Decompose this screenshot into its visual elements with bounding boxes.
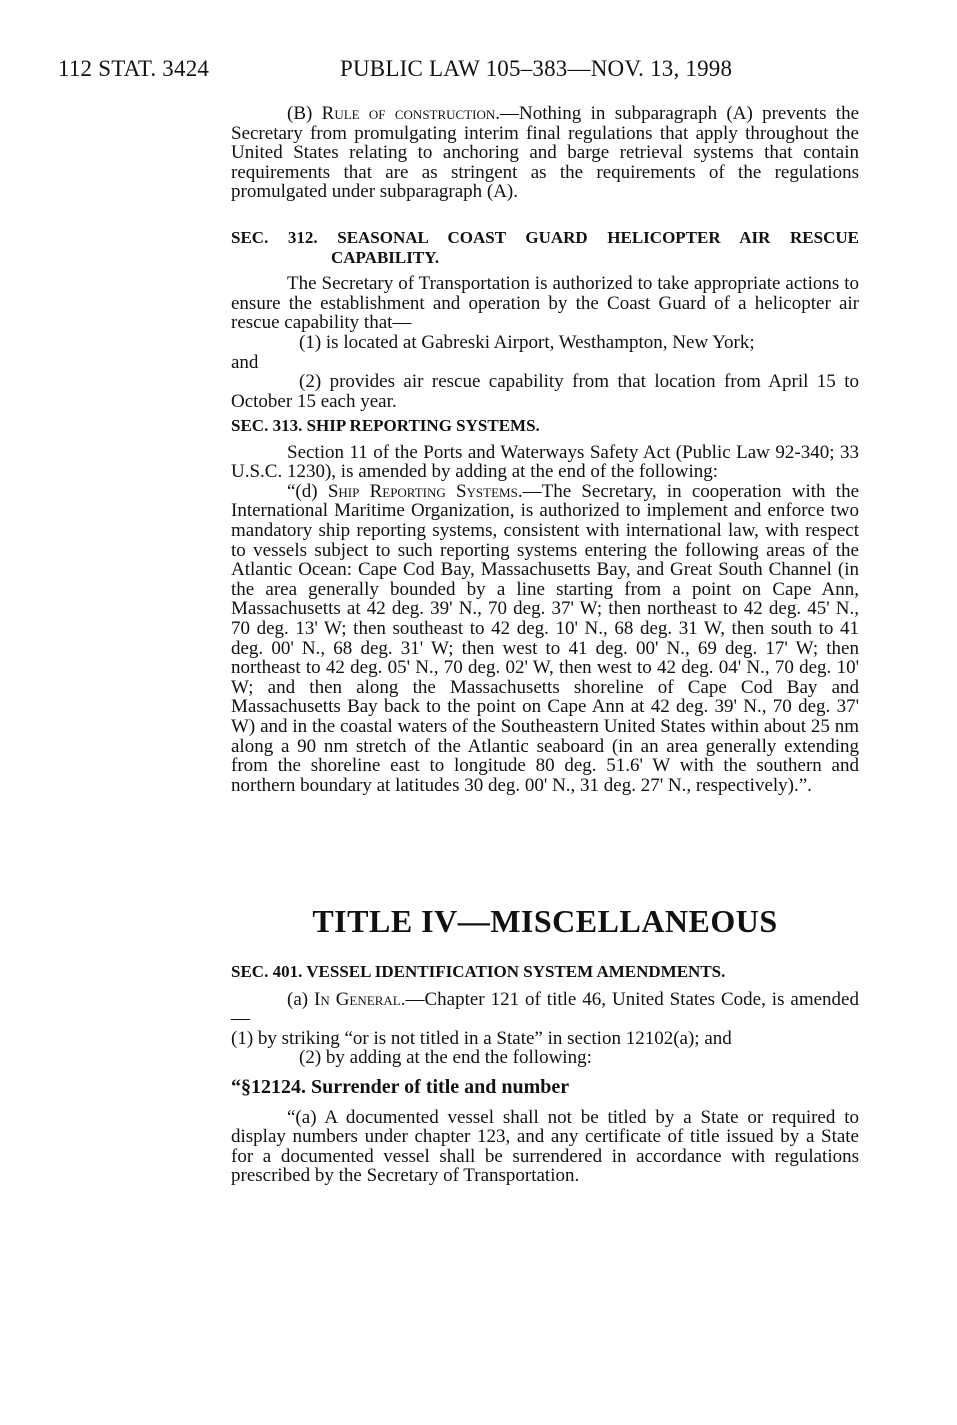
sec-401-block (231, 962, 859, 1186)
sec-312-heading: SEC. 312. SEASONAL COAST GUARD HELICOPTER AIR RESCUE CAPABILITY. (231, 228, 859, 267)
para-b-rule-of-construction (231, 104, 859, 202)
sec-401-subsection-a (231, 990, 859, 1029)
para-b-block (231, 104, 859, 202)
title-iv-heading: TITLE IV—MISCELLANEOUS (312, 903, 778, 939)
sec-312-and: and (231, 351, 259, 373)
sec-313-intro: Section 11 of the Ports and Waterways Safety Act (Public Law 92-340; 33 U.S.C. 1230), is amended by adding at the end of the following: (231, 441, 859, 483)
sec-312-block (231, 228, 859, 411)
sec-313-heading: SEC. 313. SHIP REPORTING SYSTEMS. (231, 416, 540, 435)
sec-401-heading: SEC. 401. VESSEL IDENTIFICATION SYSTEM AMENDMENTS. (231, 962, 726, 981)
sub-d-text: —The Secretary, in cooperation with the International Maritime Organization, is authorized to implement and enforce two mandatory ship reporting systems, consistent with international law, with respect to vessels subject to such reporting systems entering the following areas of the Atlantic Ocean: Cape Cod Bay, Massachusetts Bay, and Great South Channel (in the area generally bounded by a line starting from a point on Cape Ann, Massachusetts at 42 deg. 39' N., 70 deg. 37' W; then northeast to 42 deg. 45' N., 70 deg. 13' W; then southeast to 42 deg. 10' N., 68 deg. 31 W, then south to 41 deg. 00' N., 68 deg. 31' W; then west to 41 deg. 00' N., 69 deg. 17' W; then northeast to 42 deg. 05' N., 70 deg. 02' W, then west to 42 deg. 04' N., 70 deg. 10' W; and then along the Massachusetts shoreline of Cape Cod Bay and Massachusetts Bay back to the point on Cape Ann at 42 deg. 39' N., 70 deg. 37' W) and in the coastal waters of the Southeastern United States within about 25 nm along a 90 nm stretch of the Atlantic seaboard (in an area generally extending from the shoreline east to longitude 80 deg. 51.6' W with the southern and northern boundary at latitudes 30 deg. 00' N., 31 deg. 27' N., respectively).”. (231, 480, 859, 796)
para-b-text: —Nothing in subparagraph (A) prevents the Secretary from promulgating interim final regulations that apply throughout the United States relating to anchoring and barge retrieval systems that contain requirements that are as stringent as the requirements of the regulations promulgated under subparagraph (A). (231, 103, 859, 203)
sec-312-item-2: (2) provides air rescue capability from that location from April 15 to October 15 each year. (231, 371, 859, 412)
sub-a-lead: (a) (287, 988, 315, 1010)
section-12124-text: “(a) A documented vessel shall not be titled by a State or required to display numbers under chapter 123, and any certificate of title issued by a State for a documented vessel shall be surrendered in accordance with regulations prescribed by the Secretary of Transportation. (231, 1106, 859, 1187)
para-b-heading: Rule of construction. (321, 103, 501, 124)
sub-a-text: —Chapter 121 of title 46, United States Code, is amended— (231, 988, 859, 1030)
running-head-law: PUBLIC LAW 105–383—NOV. 13, 1998 (340, 56, 733, 81)
sec-401-item-2: (2) by adding at the end the following: (299, 1047, 592, 1069)
sec-312-item-1: (1) is located at Gabreski Airport, Westhampton, New York; (299, 331, 755, 353)
sec-312-intro: The Secretary of Transportation is authorized to take appropriate actions to ensure the establishment and operation by the Coast Guard of a helicopter air rescue capability that— (231, 273, 859, 334)
sub-d-heading: Ship Reporting Systems. (327, 480, 523, 502)
para-b-lead: (B) (287, 103, 322, 124)
sec-401-item-1: (1) by striking “or is not titled in a State” in section 12102(a); and (231, 1027, 732, 1049)
sub-d-lead: “(d) (287, 480, 328, 502)
sec-313-block (231, 416, 859, 795)
running-head-stat: 112 STAT. 3424 (58, 56, 210, 81)
sub-a-heading: In General. (314, 988, 406, 1010)
section-12124-heading: “§12124. Surrender of title and number (231, 1075, 570, 1098)
sec-313-subsection-d (231, 482, 859, 796)
